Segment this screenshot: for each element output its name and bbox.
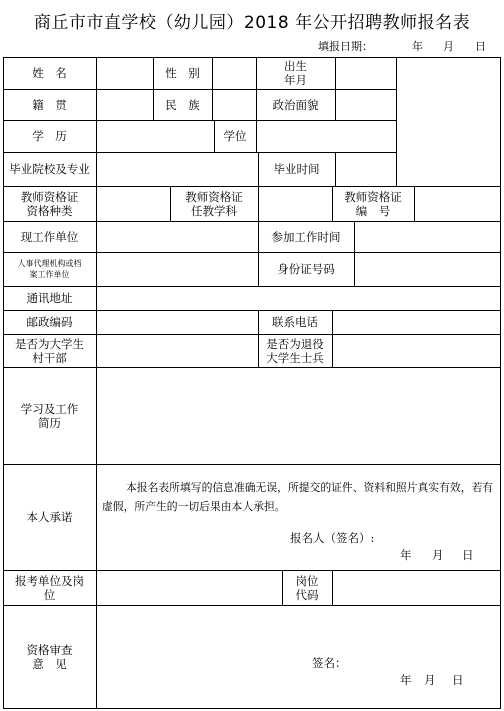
label-graduation-time: 毕业时间 xyxy=(273,162,320,176)
reviewer-signature-label: 签名： xyxy=(312,656,347,670)
label-resume: 学习及工作 简历 xyxy=(20,401,79,430)
label-native-place: 籍 贯 xyxy=(32,97,67,112)
fill-date-year: 年 xyxy=(412,40,423,53)
grid-line xyxy=(332,310,333,367)
label-political-status: 政治面貌 xyxy=(272,97,319,112)
label-cert-type: 教师资格证 资格种类 xyxy=(20,189,79,218)
label-hr-agency-unit: 人事代理机构或档 案工作单位 xyxy=(17,259,82,279)
commit-date-year: 年 xyxy=(400,548,412,562)
label-postcode: 邮政编码 xyxy=(26,315,73,329)
label-cert-number: 教师资格证 编 号 xyxy=(344,189,402,218)
applicant-signature-label: 报名人（签名）: xyxy=(290,531,375,545)
label-work-start: 参加工作时间 xyxy=(271,229,341,244)
label-commitment: 本人承诺 xyxy=(26,510,73,524)
label-birth: 出生 年月 xyxy=(284,59,307,87)
label-review-opinion: 资格审查 意 见 xyxy=(26,643,73,671)
review-date-month: 月 xyxy=(424,673,436,687)
grid-line xyxy=(212,57,213,120)
label-apply-unit: 报考单位及岗 位 xyxy=(15,573,84,602)
fill-date-month: 月 xyxy=(443,40,454,53)
label-ethnicity: 民 族 xyxy=(165,97,200,112)
grid-line xyxy=(396,57,397,186)
label-gender: 性 别 xyxy=(165,66,200,80)
grid-line xyxy=(332,570,333,605)
fill-date-day: 日 xyxy=(475,40,486,53)
label-address: 通讯地址 xyxy=(26,291,73,305)
label-id-number: 身份证号码 xyxy=(277,262,335,276)
grid-line xyxy=(335,57,336,120)
label-veteran: 是否为退役 大学生士兵 xyxy=(266,336,324,365)
review-date-year: 年 xyxy=(400,673,412,687)
form-title: 商丘市市直学校（幼儿园）2018 年公开招聘教师报名表 xyxy=(33,13,471,33)
commitment-text: 本报名表所填写的信息准确无误，所提交的证件、资料和照片真实有效，若有虚假，所产生的一切后果由本人承担。 xyxy=(102,481,494,513)
commit-date-day: 日 xyxy=(462,548,474,562)
review-date-day: 日 xyxy=(452,673,464,687)
grid-line xyxy=(96,57,97,709)
grid-line xyxy=(414,186,415,221)
label-education: 学 历 xyxy=(32,129,67,143)
grid-line xyxy=(335,152,336,186)
label-village-official: 是否为大学生 村干部 xyxy=(15,336,84,365)
label-cert-subject: 教师资格证 任教学科 xyxy=(185,189,243,218)
grid-line xyxy=(258,186,259,221)
label-school-major: 毕业院校及专业 xyxy=(9,162,90,176)
grid-line xyxy=(256,120,257,152)
commit-date-month: 月 xyxy=(432,548,444,562)
grid-line xyxy=(354,221,355,286)
label-degree: 学位 xyxy=(223,129,247,143)
label-post-code: 岗位 代码 xyxy=(295,573,319,602)
fill-date-label: 填报日期： xyxy=(318,40,373,53)
label-phone: 联系电话 xyxy=(272,315,318,329)
label-name: 姓 名 xyxy=(32,66,67,80)
label-current-unit: 现工作单位 xyxy=(20,229,79,244)
